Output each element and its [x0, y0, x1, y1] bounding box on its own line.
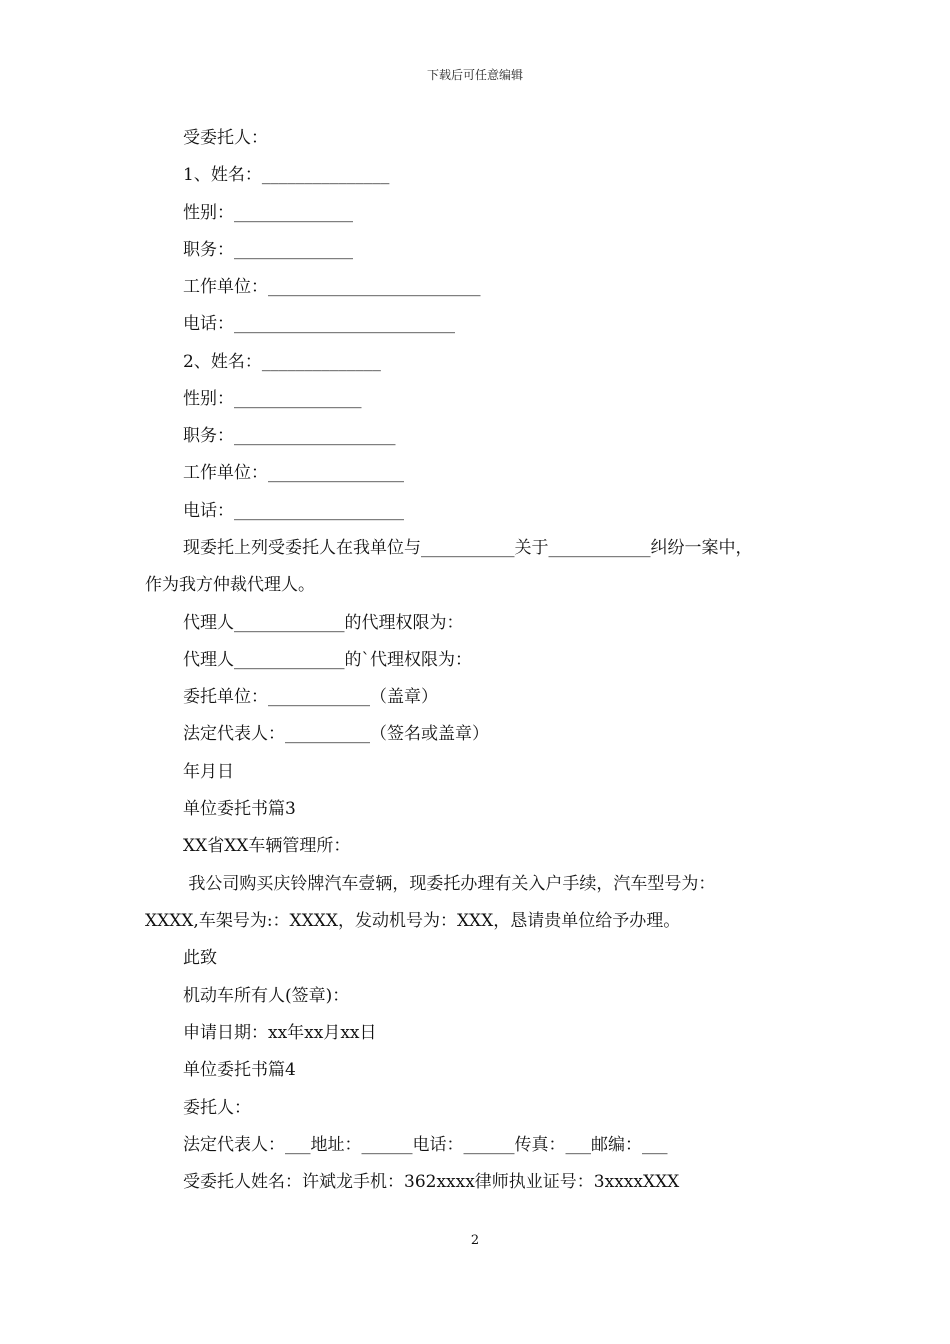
trustee2-gender: 性别：_______________: [183, 389, 362, 409]
addressee: XX省XX车辆管理所：: [183, 836, 351, 856]
section-title-3: 单位委托书篇3: [183, 799, 296, 819]
vehicle-owner-signature: 机动车所有人(签章)：: [183, 986, 350, 1006]
entrusting-unit: 委托单位：____________（盖章）: [183, 687, 438, 707]
trustee2-position: 职务：___________________: [183, 426, 396, 446]
legal-representative: 法定代表人：__________（签名或盖章）: [183, 724, 489, 744]
vehicle-paragraph: 我公司购买庆铃牌汽车壹辆，现委托办理有关入户手续，汽车型号为：: [183, 874, 716, 894]
trustee1-workplace: 工作单位：_________________________: [183, 277, 481, 297]
agent-authority-1: 代理人_____________的代理权限为：: [183, 613, 464, 633]
section-title-4: 单位委托书篇4: [183, 1060, 296, 1080]
trustee1-position: 职务：______________: [183, 240, 353, 260]
date-line: 年月日: [183, 762, 234, 782]
closing: 此致: [183, 948, 217, 968]
page-header: 下载后可任意编辑: [426, 68, 523, 82]
contact-fields: 法定代表人：___地址：______电话：______传真：___邮编：___: [183, 1135, 668, 1155]
entrust-paragraph: 现委托上列受委托人在我单位与___________关于____________纠纷一案中，: [183, 538, 753, 558]
trustee1-name: 1、姓名：_______________: [183, 165, 390, 185]
agent-authority-2: 代理人_____________的`代理权限为：: [183, 650, 472, 670]
entrust-paragraph-cont: 作为我方仲裁代理人。: [145, 575, 315, 595]
page-number: 2: [470, 1233, 480, 1248]
entrusting-party: 委托人：: [183, 1098, 251, 1118]
application-date: 申请日期：xx年xx月xx日: [183, 1023, 377, 1043]
trustee2-name: 2、姓名：______________: [183, 352, 381, 372]
vehicle-paragraph-cont: XXXX,车架号为:：XXXX，发动机号为：XXX，恳请贵单位给予办理。: [145, 911, 681, 931]
trustee-heading: 受委托人：: [183, 128, 268, 148]
trustee2-phone: 电话：____________________: [183, 501, 404, 521]
trustee-details: 受委托人姓名：许斌龙手机：362xxxx律师执业证号：3xxxxXXX: [183, 1172, 680, 1192]
trustee1-phone: 电话：__________________________: [183, 314, 455, 334]
trustee1-gender: 性别：______________: [183, 203, 353, 223]
trustee2-workplace: 工作单位：________________: [183, 463, 404, 483]
